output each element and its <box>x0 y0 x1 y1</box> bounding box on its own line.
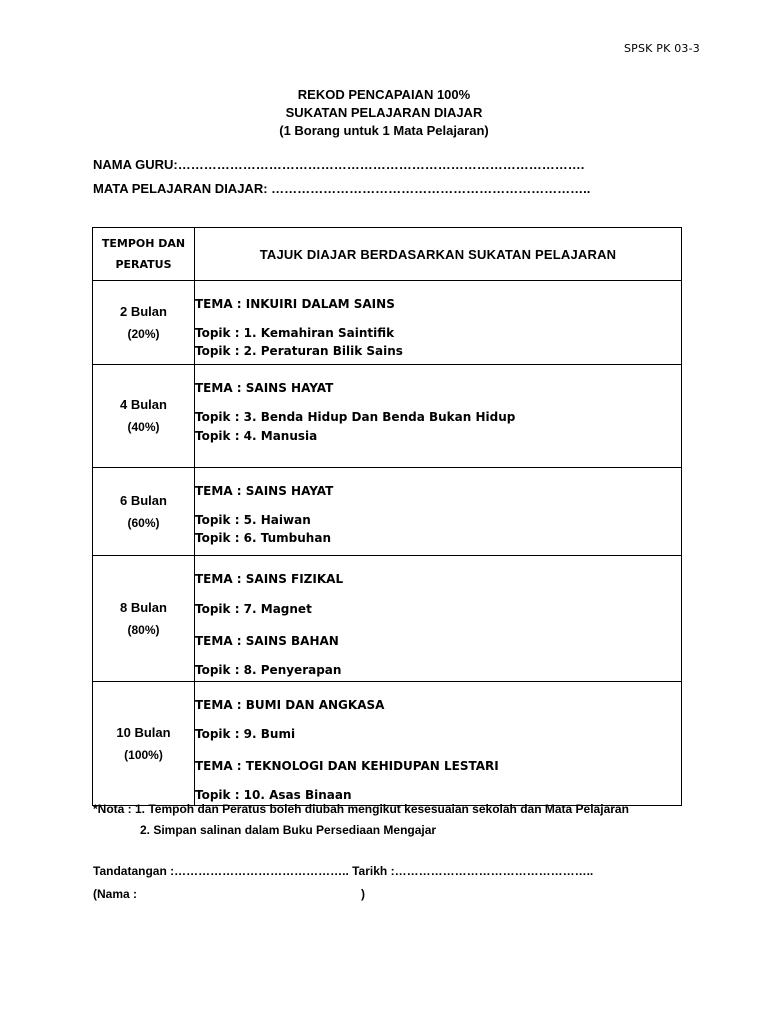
table-row <box>93 365 682 468</box>
period-cell <box>93 682 195 806</box>
period-percent: (100%) <box>124 747 163 762</box>
period-cell <box>93 365 195 468</box>
title-line-2: SUKATAN PELAJARAN DIAJAR <box>285 105 483 120</box>
period-label: 4 Bulan <box>120 397 167 412</box>
table-row <box>93 682 682 806</box>
theme-line: TEMA : INKUIRI DALAM SAINS <box>195 297 395 311</box>
theme-line: TEMA : SAINS BAHAN <box>195 634 339 648</box>
table-row <box>93 468 682 556</box>
title-line-1: REKOD PENCAPAIAN 100% <box>297 87 471 102</box>
header-period-line-2: PERATUS <box>115 258 172 271</box>
topic-line: Topik : 9. Bumi <box>195 727 296 741</box>
topic-line: Topik : 10. Asas Binaan <box>195 788 352 802</box>
period-cell <box>93 556 195 682</box>
period-percent: (60%) <box>127 515 160 530</box>
theme-line: TEMA : TEKNOLOGI DAN KEHIDUPAN LESTARI <box>195 759 499 773</box>
subject-field[interactable]: MATA PELAJARAN DIAJAR: ……………………………………………………………….. <box>93 181 591 196</box>
table-row <box>93 556 682 682</box>
topic-line: Topik : 8. Penyerapan <box>195 663 342 677</box>
period-cell <box>93 281 195 365</box>
period-label: 6 Bulan <box>120 492 167 508</box>
syllabus-record-table <box>92 227 682 806</box>
topics-cell <box>195 682 682 806</box>
document-code: SPSK PK 03-3 <box>623 42 700 55</box>
topic-line: Topik : 5. Haiwan <box>195 513 311 527</box>
topics-cell <box>195 365 682 468</box>
period-percent: (40%) <box>127 420 160 434</box>
topic-line: Topik : 1. Kemahiran Saintifik <box>195 326 395 340</box>
topics-cell <box>195 556 682 682</box>
theme-line: TEMA : SAINS HAYAT <box>195 484 334 498</box>
period-cell <box>93 468 195 556</box>
name-close-paren: ) <box>361 887 365 901</box>
header-topics: TAJUK DIAJAR BERDASARKAN SUKATAN PELAJARAN <box>195 228 682 281</box>
name-label: (Nama : <box>93 887 138 901</box>
note-line-2: 2. Simpan salinan dalam Buku Persediaan Mengajar <box>140 823 437 837</box>
theme-line: TEMA : SAINS HAYAT <box>195 381 334 395</box>
period-label: 10 Bulan <box>116 724 171 740</box>
table-header-row <box>93 228 682 281</box>
topics-cell <box>195 281 682 365</box>
topic-line: Topik : 7. Magnet <box>195 602 312 616</box>
signature-date-line[interactable]: Tandatangan :…………………………………….. Tarikh :………………………………………….. <box>93 864 594 878</box>
teacher-name-field[interactable]: NAMA GURU:…………………………………………………………………………………. <box>93 157 585 172</box>
note-line-1: *Nota : 1. Tempoh dan Peratus boleh diubah mengikut kesesuaian sekolah dan Mata Pelajaran <box>93 802 629 816</box>
table-row <box>93 281 682 365</box>
theme-line: TEMA : SAINS FIZIKAL <box>195 572 344 586</box>
period-label: 8 Bulan <box>120 599 167 615</box>
period-label: 2 Bulan <box>120 303 167 319</box>
topic-line: Topik : 4. Manusia <box>195 429 318 443</box>
topics-cell <box>195 468 682 556</box>
header-period-line-1: TEMPOH DAN <box>101 237 186 250</box>
form-title <box>0 86 768 140</box>
topic-line: Topik : 3. Benda Hidup Dan Benda Bukan Hidup <box>195 410 516 424</box>
period-percent: (20%) <box>127 326 160 341</box>
period-percent: (80%) <box>127 622 160 637</box>
theme-line: TEMA : BUMI DAN ANGKASA <box>195 698 385 712</box>
topic-line: Topik : 6. Tumbuhan <box>195 531 331 545</box>
topic-line: Topik : 2. Peraturan Bilik Sains <box>195 344 403 358</box>
header-period <box>93 228 195 281</box>
title-line-3: (1 Borang untuk 1 Mata Pelajaran) <box>279 123 489 138</box>
